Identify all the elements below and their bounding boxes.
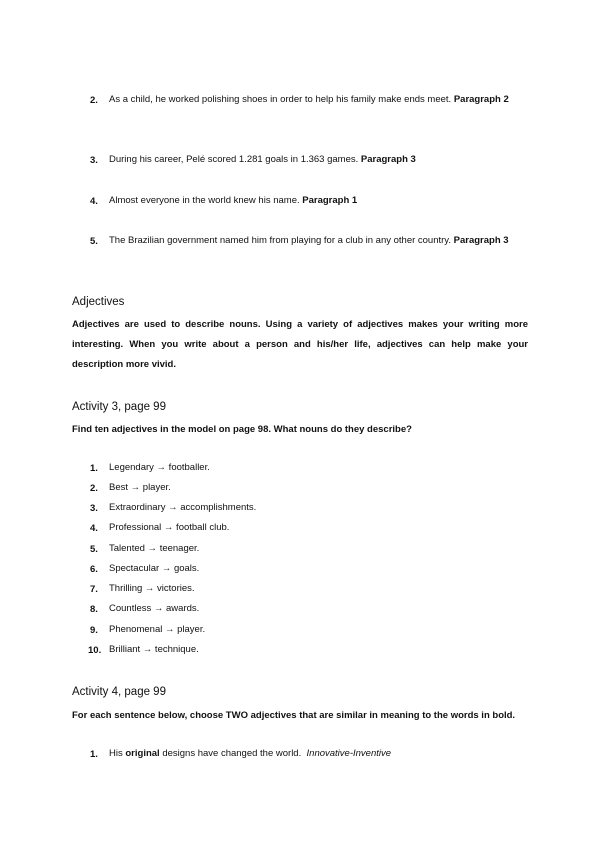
adjectives-description: Adjectives are used to describe nouns. Using a variety of adjectives makes your writing more interesting. When you write about a person and his/her life, adjectives can help make your description more vivid. xyxy=(72,319,528,370)
list-number: 1. xyxy=(90,463,98,474)
adjectives-heading: Adjectives xyxy=(72,296,125,308)
list-item xyxy=(109,90,530,110)
activity-4-heading: Activity 4, page 99 xyxy=(72,686,166,698)
list-number: 5. xyxy=(90,236,98,247)
list-number: 1. xyxy=(90,749,98,760)
list-number: 4. xyxy=(90,196,98,207)
list-item-text: During his career, Pelé scored 1.281 goals in 1.363 games. xyxy=(109,154,359,165)
list-item xyxy=(109,744,530,764)
list-item: Professional → football club. xyxy=(109,522,230,533)
list-number: 10. xyxy=(88,645,102,656)
activity-4-instruction: For each sentence below, choose TWO adjectives that are similar in meaning to the words in bold. xyxy=(72,710,516,721)
paragraph-reference: Paragraph 2 xyxy=(453,94,509,105)
list-number: 3. xyxy=(90,503,98,514)
list-item: Extraordinary → accomplishments. xyxy=(109,502,257,513)
list-item: Brilliant → technique. xyxy=(109,644,199,655)
list-item xyxy=(109,231,530,251)
list-number: 2. xyxy=(90,95,98,106)
list-number: 7. xyxy=(90,584,98,595)
list-number: 9. xyxy=(90,625,98,636)
paragraph-reference: Paragraph 3 xyxy=(360,154,416,165)
list-number: 4. xyxy=(90,523,98,534)
list-item: Best → player. xyxy=(109,482,171,493)
bold-word: original xyxy=(125,748,160,759)
list-item-text: Almost everyone in the world knew his name. xyxy=(109,195,300,206)
list-number: 2. xyxy=(90,483,98,494)
sentence-start: His xyxy=(109,748,126,759)
list-item: Phenomenal → player. xyxy=(109,624,206,635)
sentence-end: designs have changed the world. xyxy=(159,748,302,759)
answer-text: Innovative-Inventive xyxy=(306,748,392,759)
list-item xyxy=(109,150,530,170)
list-item: Spectacular → goals. xyxy=(109,563,200,574)
list-item xyxy=(109,191,530,211)
activity-3-instruction: Find ten adjectives in the model on page 98. What nouns do they describe? xyxy=(72,424,412,435)
list-item-text: The Brazilian government named him from playing for a club in any other country. xyxy=(109,235,451,246)
list-number: 3. xyxy=(90,155,98,166)
paragraph-reference: Paragraph 1 xyxy=(302,195,358,206)
list-number: 8. xyxy=(90,604,98,615)
list-number: 6. xyxy=(90,564,98,575)
list-number: 5. xyxy=(90,544,98,555)
list-item: Legendary → footballer. xyxy=(109,462,210,473)
list-item: Thrilling → victories. xyxy=(109,583,195,594)
activity-3-heading: Activity 3, page 99 xyxy=(72,401,166,413)
paragraph-reference: Paragraph 3 xyxy=(453,235,509,246)
list-item: Talented → teenager. xyxy=(109,543,200,554)
list-item: Countless → awards. xyxy=(109,603,200,614)
list-item-text: As a child, he worked polishing shoes in order to help his family make ends meet. xyxy=(109,94,452,105)
